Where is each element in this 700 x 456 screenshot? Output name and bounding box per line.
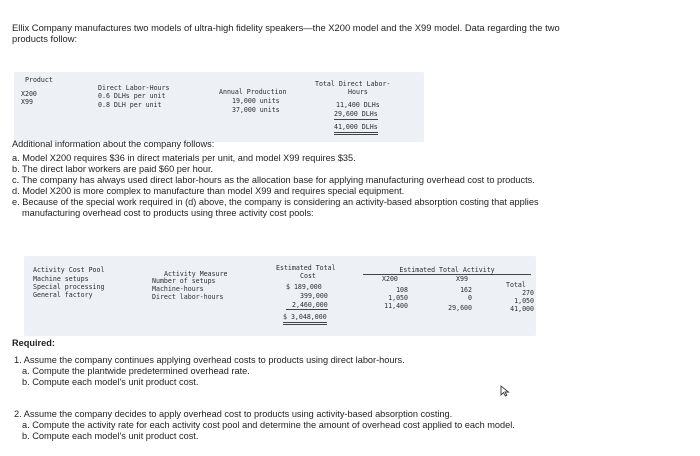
x200-general-factory: 11,400 — [384, 302, 408, 310]
table1-grand-total: 41,000 DLHs — [334, 123, 378, 135]
header-activity-measure: Activity Measure — [164, 270, 228, 278]
header-product: Product — [25, 76, 53, 84]
x200-special-processing: 1,050 — [388, 294, 408, 302]
row-x99-dlh: 0.8 DLH per unit — [98, 101, 162, 109]
total-general-factory: 41,000 — [510, 305, 534, 313]
header-x99: X99 — [456, 275, 468, 283]
additional-item-b: b. The direct labor workers are paid $60 per hour. — [12, 164, 214, 174]
header-total-dlh-1: Total Direct Labor- — [315, 80, 391, 88]
cursor-icon — [500, 384, 510, 402]
question-1a: a. Compute the plantwide predetermined overhead rate. — [22, 366, 250, 376]
x99-general-factory: 29,600 — [448, 304, 472, 312]
pool-machine-setups: Machine setups — [33, 275, 89, 283]
row-x200-total: 11,400 DLHs — [336, 101, 380, 109]
measure-number-of-setups: Number of setups — [152, 277, 216, 285]
additional-item-c: c. The company has always used direct labor-hours as the allocation base for applying manufacturing overhead cost to products. — [12, 175, 535, 185]
intro-line-1: Ellix Company manufactures two models of ultra-high fidelity speakers—the X200 model and the X99 model. Data regarding the two — [12, 22, 560, 33]
x99-special-processing: 0 — [468, 294, 472, 302]
x200-machine-setups: 108 — [396, 286, 408, 294]
measure-machine-hours: Machine-hours — [152, 285, 204, 293]
intro-line-2: products follow: — [12, 33, 78, 44]
additional-item-d: d. Model X200 is more complex to manufacture than model X99 and requires special equipment. — [12, 186, 405, 196]
header-total: Total — [506, 281, 526, 289]
header-direct-labor-hours: Direct Labor-Hours — [98, 84, 170, 92]
pool-general-factory: General factory — [33, 291, 93, 299]
question-2b: b. Compute each model's unit product cost. — [22, 431, 199, 441]
measure-direct-labor-hours: Direct labor-hours — [152, 293, 224, 301]
additional-heading: Additional information about the company follows: — [12, 139, 215, 149]
row-x200-dlh: 0.6 DLHs per unit — [98, 92, 166, 100]
x99-machine-setups: 162 — [460, 286, 472, 294]
header-estimated-cost-2: Cost — [300, 272, 316, 280]
row-x200-production: 19,000 units — [232, 97, 280, 105]
total-machine-setups: 270 — [522, 289, 534, 297]
row-x99-production: 37,000 units — [232, 106, 280, 114]
row-x99-total: 29,600 DLHs — [334, 110, 378, 120]
header-annual-production: Annual Production — [219, 88, 287, 96]
total-special-processing: 1,050 — [514, 297, 534, 305]
row-x99-product: X99 — [21, 98, 33, 106]
question-1: 1. Assume the company continues applying overhead costs to products using direct labor-hours. — [14, 355, 405, 365]
header-activity-cost-pool: Activity Cost Pool — [33, 266, 105, 274]
cost-general-factory: 2,460,000 — [286, 301, 328, 310]
additional-item-e: e. Because of the special work required in (d) above, the company is considering an activity-based absorption costing that applies — [12, 197, 539, 207]
header-estimated-activity: Estimated Total Activity — [363, 266, 531, 275]
table2-grand-total: $ 3,048,000 — [283, 313, 327, 325]
row-x200-product: X200 — [21, 90, 37, 98]
header-total-dlh-2: Hours — [348, 88, 368, 96]
additional-item-e-cont: manufacturing overhead cost to products using three activity cost pools: — [22, 208, 314, 218]
pool-special-processing: Special processing — [33, 283, 105, 291]
header-x200: X200 — [382, 275, 398, 283]
question-1b: b. Compute each model's unit product cost. — [22, 377, 199, 387]
cost-machine-setups: $ 189,000 — [286, 283, 322, 291]
cost-special-processing: 399,000 — [300, 292, 328, 300]
question-2: 2. Assume the company decides to apply overhead cost to products using activity-based absorption costing. — [14, 409, 453, 419]
header-estimated-cost-1: Estimated Total — [276, 264, 336, 272]
required-heading: Required: — [12, 338, 55, 348]
question-2a: a. Compute the activity rate for each activity cost pool and determine the amount of overhead cost applied to each model. — [22, 420, 515, 430]
additional-item-a: a. Model X200 requires $36 in direct materials per unit, and model X99 requires $35. — [12, 153, 356, 163]
